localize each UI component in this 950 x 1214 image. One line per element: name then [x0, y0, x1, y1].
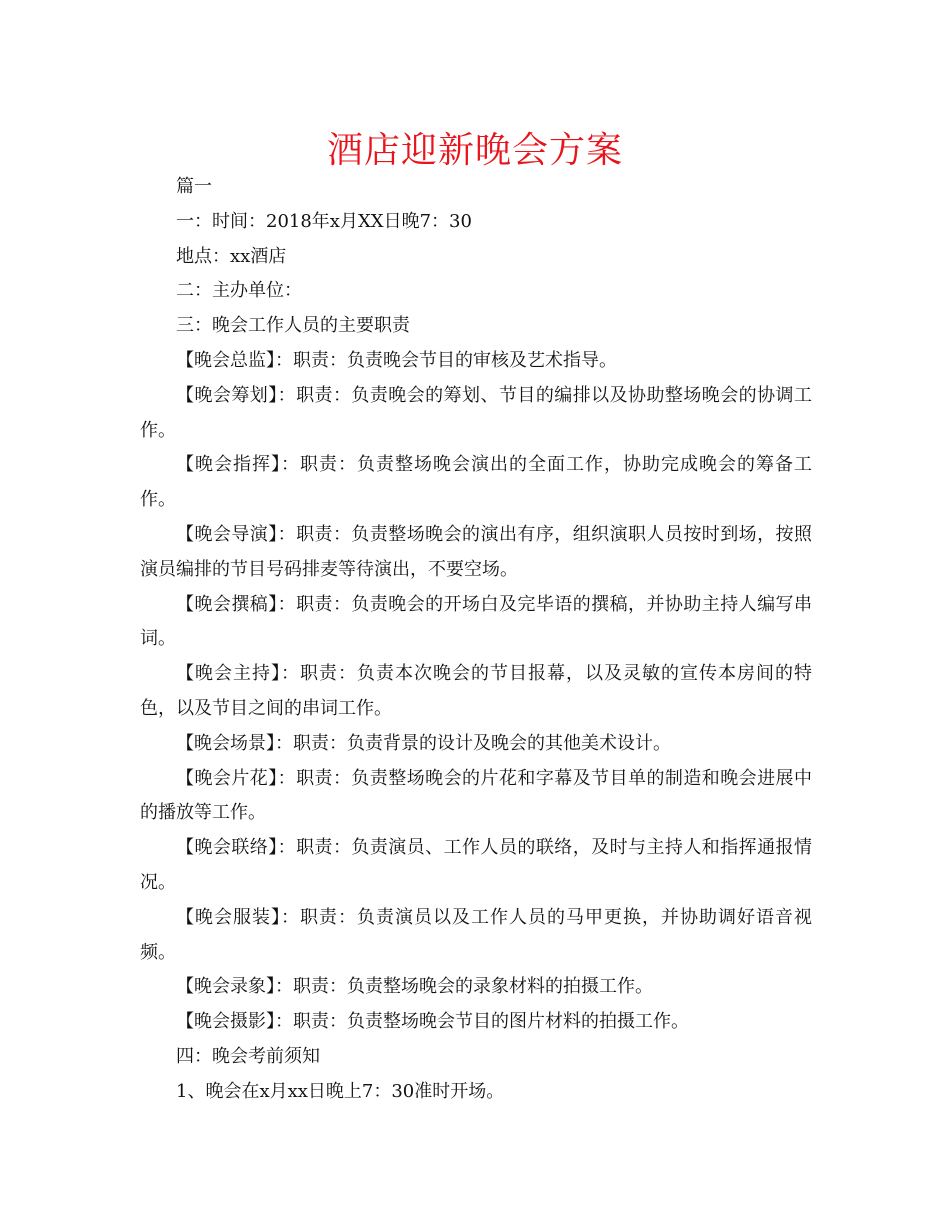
document-body: [140, 170, 812, 1110]
document-title: 酒店迎新晚会方案: [326, 130, 623, 171]
paragraph-role-photo: 【晚会摄影】：职责：负责整场晚会节目的图片材料的拍摄工作。: [176, 1011, 689, 1033]
paragraph-role-video: 【晚会录象】：职责：负责整场晚会的录象材料的拍摄工作。: [176, 976, 653, 998]
paragraph-location: 地点：xx酒店: [176, 245, 287, 267]
paragraph-section-label: 篇一: [176, 176, 212, 197]
paragraph-organizer: 二：主办单位：: [176, 280, 302, 302]
paragraph-role-host: 【晚会主持】：职责：负责本次晚会的节目报幕，以及灵敏的宣传本房间的特色，以及节目之间的串词工作。: [140, 663, 812, 719]
paragraph-role-costume: 【晚会服装】：职责：负责演员以及工作人员的马甲更换，并协助调好语音视频。: [140, 906, 812, 963]
paragraph-note-1: 1、晚会在x月xx日晚上7：30准时开场。: [176, 1080, 505, 1102]
paragraph-role-director: 【晚会总监】：职责：负责晚会节目的审核及艺术指导。: [176, 349, 617, 371]
paragraph-role-clips: 【晚会片花】：职责：负责整场晚会的片花和字幕及节目单的制造和晚会进展中的播放等工作。: [140, 767, 812, 824]
paragraph-duties-heading: 三：晚会工作人员的主要职责: [176, 315, 410, 337]
paragraph-notes-heading: 四：晚会考前须知: [176, 1045, 320, 1067]
paragraph-role-planner: 【晚会筹划】：职责：负责晚会的筹划、节目的编排以及协助整场晚会的协调工作。: [140, 384, 812, 441]
paragraph-role-writer: 【晚会撰稿】：职责：负责晚会的开场白及完毕语的撰稿，并协助主持人编写串词。: [140, 593, 812, 650]
paragraph-role-liaison: 【晚会联络】：职责：负责演员、工作人员的联络，及时与主持人和指挥通报情况。: [140, 837, 812, 893]
paragraph-role-conductor: 【晚会指挥】：职责：负责整场晚会演出的全面工作，协助完成晚会的筹备工作。: [140, 454, 812, 511]
paragraph-role-show-director: 【晚会导演】：职责：负责整场晚会的演出有序，组织演职人员按时到场，按照演员编排的节目号码排麦等待演出，不要空场。: [140, 523, 812, 580]
paragraph-role-scene: 【晚会场景】：职责：负责背景的设计及晚会的其他美术设计。: [176, 732, 671, 754]
paragraph-time: 一：时间：2018年x月XX日晚7：30: [176, 210, 472, 232]
